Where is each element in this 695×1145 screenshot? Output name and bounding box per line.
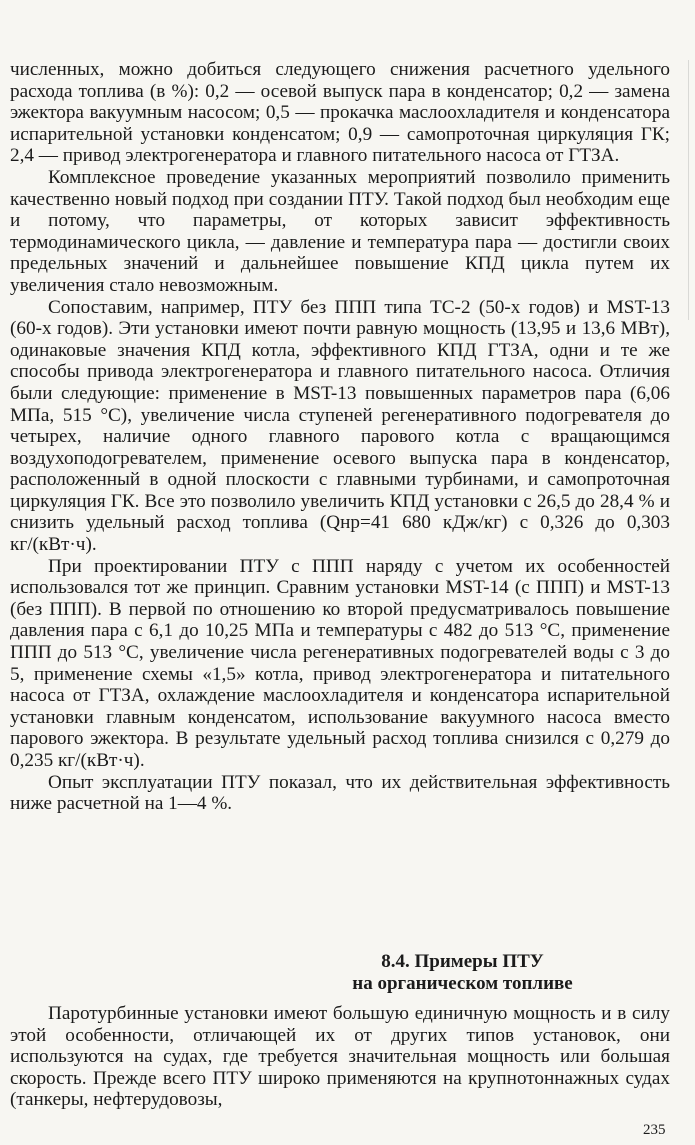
- paragraph-comparison-ts2-mst13: Сопоставим, например, ПТУ без ППП типа ТС-2 (50-х годов) и MST-13 (60-х годов). Эти установки имеют почти равную мощность (13,95 и 13,6 МВт), одинаковые значения КПД котла, эффективного КПД ГТЗА, одни и те же способы привода электрогенератора и главного питательного насоса. Отличия были следующие: применение в MST-13 повышенных параметров пара (6,06 МПа, 515 °С), увеличение числа ступеней регенеративного подогревателя до четырех, наличие одного главного парового котла с вращающимся воздухоподогревателем, применение осевого выпуска пара в конденсатор, расположенный в одной плоскости с главными турбинами, и самопроточная циркуляция ГК. Все это позволило увеличить КПД установки с 26,5 до 28,4 % и снизить удельный расход топлива (Qнр=41 680 кДж/кг) с 0,326 до 0,303 кг/(кВт·ч).: [10, 296, 670, 556]
- section-body: [10, 1003, 670, 1111]
- section-heading-line2: на органическом топливе: [352, 973, 573, 994]
- page-number: 235: [643, 1122, 666, 1138]
- section-heading: [300, 951, 625, 995]
- section-heading-line1: 8.4. Примеры ПТУ: [381, 951, 544, 972]
- body-text: [10, 59, 670, 815]
- paragraph-continuation: численных, можно добиться следующего снижения расчетного удельного расхода топлива (в %): 0,2 — осевой выпуск пара в конденсатор; 0,2 — замена эжектора вакуумным насосом; 0,5 — прокачка маслоохладителя и конденсатора испарительной установки конденсатом; 0,9 — самопроточная циркуляция ГК; 2,4 — привод электрогенератора и главного питательного насоса от ГТЗА.: [10, 59, 670, 167]
- paragraph-complex-measures: Комплексное проведение указанных мероприятий позволило применить качественно новый подход при создании ПТУ. Такой подход был необходим еще и потому, что параметры, от которых зависит эффективность термодинамического цикла, — давление и температура пара — достигли своих предельных значений и дальнейшее повышение КПД цикла путем их увеличения стало невозможным.: [10, 166, 670, 296]
- paragraph-design-with-reheat: При проектировании ПТУ с ППП наряду с учетом их особенностей использовался тот же принцип. Сравним установки MST-14 (с ППП) и MST-13 (без ППП). В первой по отношению ко второй предусматривалось повышение давления пара с 6,1 до 10,25 МПа и температуры с 482 до 513 °С, применение ППП до 513 °С, увеличение числа регенеративных подогревателей воды с 3 до 5, применение схемы «1,5» котла, привод электрогенератора и питательного насоса от ГТЗА, охлаждение маслоохладителя и конденсатора испарительной установки главным конденсатом, использование вакуумного насоса вместо парового эжектора. В результате удельный расход топлива снизился с 0,279 до 0,235 кг/(кВт·ч).: [10, 555, 670, 771]
- paragraph-steam-turbine-intro: Паротурбинные установки имеют большую единичную мощность и в силу этой особенности, отличающей их от других типов установок, они используются на судах, где требуется значительная мощность или большая скорость. Прежде всего ПТУ широко применяются на крупнотоннажных судах (танкеры, нефтерудовозы,: [10, 1003, 670, 1111]
- paragraph-operating-experience: Опыт эксплуатации ПТУ показал, что их действительная эффективность ниже расчетной на 1—4 %.: [10, 771, 670, 815]
- page-edge-line: [688, 60, 689, 320]
